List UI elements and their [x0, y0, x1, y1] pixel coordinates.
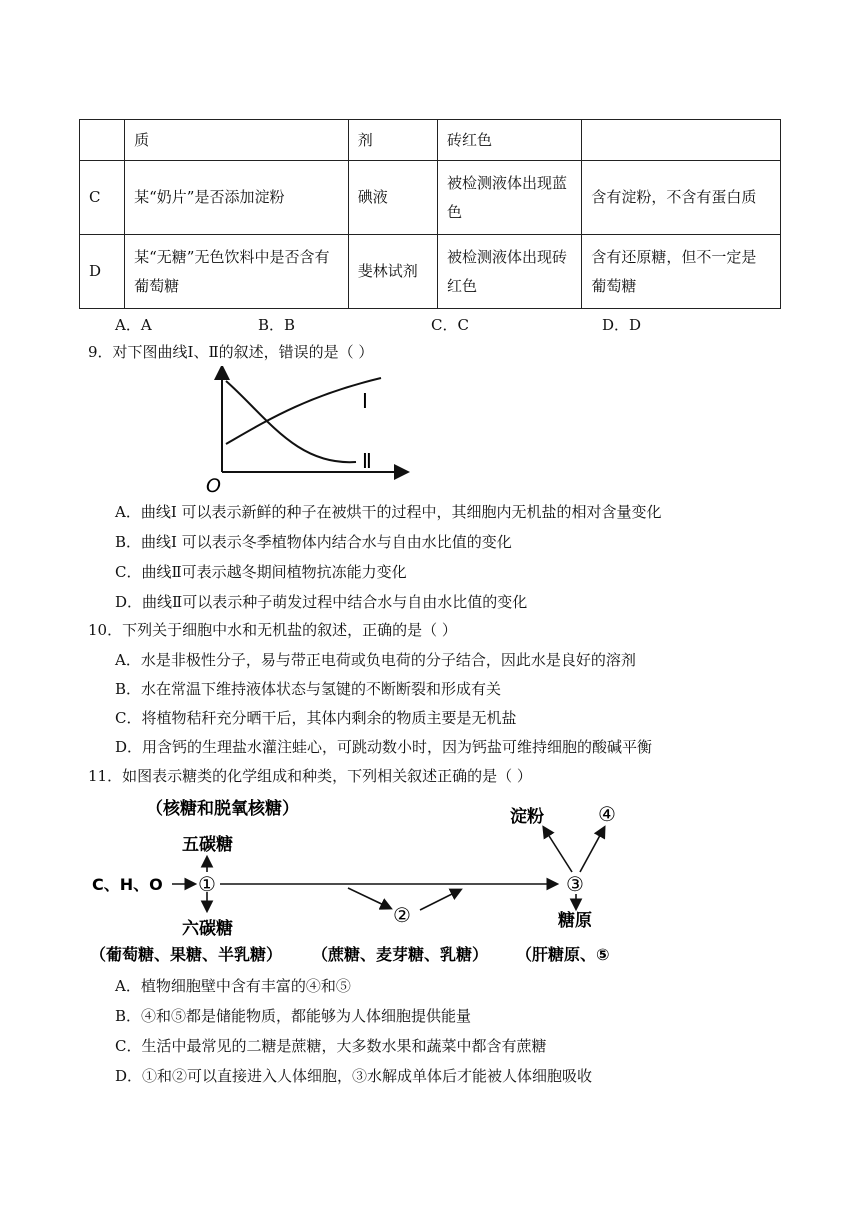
- glycogen-examples: （肝糖原、⑤: [516, 945, 610, 964]
- node-4: ④: [598, 802, 616, 826]
- table-cell-material: 某“无糖”无色饮料中是否含有葡萄糖: [125, 235, 349, 309]
- starch-label: 淀粉: [510, 807, 544, 827]
- table-cell-material: 某“奶片”是否添加淀粉: [125, 161, 349, 235]
- table-cell-conclusion: [582, 120, 781, 161]
- q9-option-c[interactable]: C．曲线Ⅱ可表示越冬期间植物抗冻能力变化: [115, 563, 407, 581]
- hexose-examples: （葡萄糖、果糖、半乳糖）: [90, 945, 283, 964]
- q10-option-c[interactable]: C．将植物秸秆充分晒干后，其体内剩余的物质主要是无机盐: [115, 709, 517, 727]
- table-row: [80, 235, 781, 309]
- table-cell-conclusion: 含有还原糖，但不一定是葡萄糖: [582, 235, 781, 309]
- table-row: [80, 120, 781, 161]
- node-3: ③: [566, 872, 584, 896]
- option-a[interactable]: A．A: [115, 316, 152, 334]
- q9-option-b[interactable]: B．曲线Ⅰ 可以表示冬季植物体内结合水与自由水比值的变化: [115, 533, 512, 551]
- q10-option-a[interactable]: A．水是非极性分子，易与带正电荷或负电荷的分子结合，因此水是良好的溶剂: [115, 651, 636, 669]
- arrow-2-up: [420, 890, 460, 910]
- node-2: ②: [393, 903, 411, 927]
- q9-stem: 9．对下图曲线Ⅰ、Ⅱ的叙述，错误的是（ ）: [88, 343, 374, 361]
- curve-2: [226, 381, 356, 462]
- table-cell-reagent: 碘液: [348, 161, 437, 235]
- table-row: [80, 161, 781, 235]
- option-d[interactable]: D．D: [602, 316, 642, 334]
- q11-option-c[interactable]: C．生活中最常见的二糖是蔗糖，大多数水果和蔬菜中都含有蔗糖: [115, 1037, 547, 1055]
- table-cell-id: [80, 120, 125, 161]
- table-cell-reagent: 剂: [348, 120, 437, 161]
- q10-option-b[interactable]: B．水在常温下维持液体状态与氢键的不断断裂和形成有关: [115, 680, 502, 698]
- q10-option-d[interactable]: D．用含钙的生理盐水灌注蛙心，可跳动数小时，因为钙盐可维持细胞的酸碱平衡: [115, 738, 653, 756]
- arrow-to-2: [348, 888, 390, 908]
- q9-option-a[interactable]: A．曲线Ⅰ 可以表示新鲜的种子在被烘干的过程中，其细胞内无机盐的相对含量变化: [115, 503, 662, 521]
- origin-label: O: [206, 475, 221, 496]
- hexose-label: 六碳糖: [182, 919, 233, 939]
- disaccharide-examples: （蔗糖、麦芽糖、乳糖）: [312, 945, 489, 964]
- q11-sugar-diagram: [80, 792, 640, 972]
- pentose-examples: （核糖和脱氧核糖）: [146, 799, 299, 819]
- table-cell-id: C: [80, 161, 125, 235]
- table-cell-result: 砖红色: [438, 120, 582, 161]
- q9-option-d[interactable]: D．曲线Ⅱ可以表示种子萌发过程中结合水与自由水比值的变化: [115, 593, 528, 611]
- table-cell-result: 被检测液体出现蓝色: [438, 161, 582, 235]
- table-cell-result: 被检测液体出现砖红色: [438, 235, 582, 309]
- option-c[interactable]: C．C: [431, 316, 469, 334]
- q11-stem: 11．如图表示糖类的化学组成和种类，下列相关叙述正确的是（ ）: [88, 767, 532, 785]
- experiment-table: [79, 119, 781, 309]
- curve-1-label: Ⅰ: [362, 389, 368, 413]
- table-cell-id: D: [80, 235, 125, 309]
- q11-option-a[interactable]: A．植物细胞壁中含有丰富的④和⑤: [115, 977, 351, 995]
- curve-2-label: Ⅱ: [362, 449, 372, 473]
- q11-option-d[interactable]: D．①和②可以直接进入人体细胞，③水解成单体后才能被人体细胞吸收: [115, 1067, 593, 1085]
- q10-stem: 10．下列关于细胞中水和无机盐的叙述，正确的是（ ）: [88, 621, 457, 639]
- q9-curve-figure: [196, 366, 416, 496]
- node-1: ①: [198, 872, 216, 896]
- curve-1: [226, 378, 381, 444]
- elements-label: C、H、O: [92, 875, 163, 894]
- pentose-label: 五碳糖: [182, 835, 233, 855]
- arrow-to-starch: [544, 828, 572, 872]
- q11-option-b[interactable]: B．④和⑤都是储能物质，都能够为人体细胞提供能量: [115, 1007, 472, 1025]
- glycogen-label: 糖原: [558, 911, 592, 931]
- option-b[interactable]: B．B: [258, 316, 296, 334]
- arrow-to-4: [580, 828, 604, 872]
- table-cell-conclusion: 含有淀粉，不含有蛋白质: [582, 161, 781, 235]
- table-cell-reagent: 斐林试剂: [348, 235, 437, 309]
- table-cell-material: 质: [125, 120, 349, 161]
